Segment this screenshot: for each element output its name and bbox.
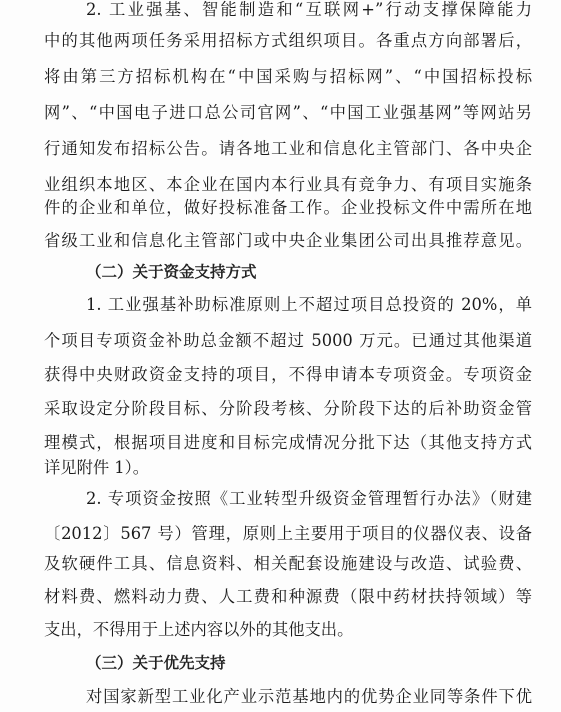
text-line: 采取设定分阶段目标、分阶段考核、分阶段下达的后补助资金管 — [44, 399, 532, 418]
text-line: 支出，不得用于上述内容以外的其他支出。 — [44, 620, 354, 639]
text-line: 省级工业和信息化主管部门或中央企业集团公司出具推荐意见。 — [44, 231, 532, 250]
section-heading-priority-support: （三）关于优先支持 — [86, 654, 226, 672]
text-line: 及软硬件工具、信息资料、相关配套设施建设与改造、试验费、 — [44, 554, 532, 573]
text-line: 材料费、燃料动力费、人工费和种源费（限中药材扶持领域）等 — [44, 587, 532, 606]
text-line: 行通知发布招标公告。请各地工业和信息化主管部门、各中央企 — [44, 139, 532, 158]
text-line: 个项目专项资金补助总金额不超过 5000 万元。已通过其他渠道 — [44, 331, 532, 350]
text-line: 业组织本地区、本企业在国内本行业具有竞争力、有项目实施条 — [44, 175, 532, 194]
text-line: 获得中央财政资金支持的项目，不得申请本专项资金。专项资金 — [44, 365, 532, 384]
text-line: 2. 工业强基、智能制造和“互联网+”行动支撑保障能力 — [86, 0, 532, 19]
text-line: 1. 工业强基补助标准原则上不超过项目总投资的 20%，单 — [86, 295, 532, 314]
text-line: 中的其他两项任务采用招标方式组织项目。各重点方向部署后， — [44, 31, 532, 50]
text-line: 将由第三方招标机构在“中国采购与招标网”、“中国招标投标 — [44, 67, 532, 86]
text-line: 2. 专项资金按照《工业转型升级资金管理暂行办法》（财建 — [86, 489, 532, 508]
text-line: 详见附件 1）。 — [44, 458, 150, 477]
text-line: 网”、“中国电子进口总公司官网”、“中国工业强基网”等网站另 — [44, 103, 532, 122]
text-line: 件的企业和单位，做好投标准备工作。企业投标文件中需所在地 — [44, 198, 532, 217]
section-heading-funding-method: （二）关于资金支持方式 — [86, 263, 257, 281]
text-line: 〔2012〕567 号）管理，原则上主要用于项目的仪器仪表、设备 — [44, 524, 532, 543]
text-line: 对国家新型工业化产业示范基地内的优势企业同等条件下优 — [86, 687, 532, 706]
text-line: 理模式，根据项目进度和目标完成情况分批下达（其他支持方式 — [44, 433, 532, 452]
